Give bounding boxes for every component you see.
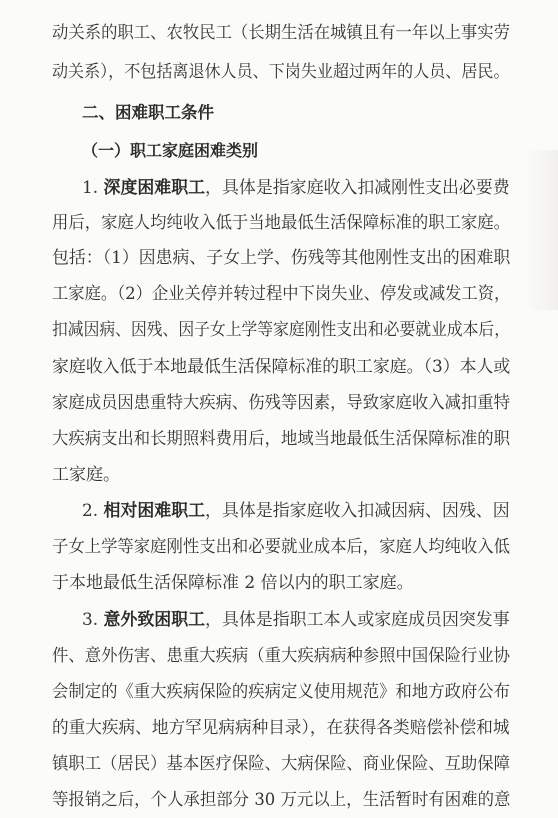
body-text-line: 扣减因病、因残、因子女上学等家庭刚性支出和必要就业成本后， bbox=[52, 320, 510, 341]
body-text-line: 用后，家庭人均纯收入低于当地最低生活保障标准的职工家庭。 bbox=[52, 212, 510, 233]
item-term: 意外致困职工 bbox=[103, 609, 206, 630]
item-number: 1. bbox=[82, 177, 104, 198]
body-text-line: 家庭收入低于本地最低生活保障标准的职工家庭。（3）本人或 bbox=[52, 356, 511, 377]
item-3-line bbox=[82, 610, 510, 630]
body-text-line: 动关系），不包括离退休人员、下岗失业超过两年的人员、居民。 bbox=[52, 61, 510, 82]
stamp-watermark bbox=[524, 150, 558, 310]
body-text-line: 大疾病支出和长期照料费用后，地域当地最低生活保障标准的职 bbox=[52, 428, 510, 449]
body-text-line: 家庭成员因患重特大疾病、伤残等因素，导致家庭收入减扣重特 bbox=[52, 392, 510, 413]
body-text-line: 会制定的《重大疾病保险的疾病定义使用规范》和地方政府公布 bbox=[52, 681, 510, 702]
body-text-line: 工家庭。（2）企业关停并转过程中下岗失业、停发或减发工资， bbox=[52, 284, 511, 305]
body-text-line: 子女上学等家庭刚性支出和必要就业成本后，家庭人均纯收入低 bbox=[52, 537, 510, 558]
body-text-line: 镇职工（居民）基本医疗保险、大病保险、商业保险、互助保障 bbox=[52, 754, 510, 775]
item-2-line bbox=[82, 501, 510, 521]
body-text-line: 等报销之后，个人承担部分 30 万元以上，生活暂时有困难的意 bbox=[52, 790, 511, 810]
subsection-heading: （一）职工家庭困难类别 bbox=[82, 140, 259, 160]
item-number: 2. bbox=[82, 501, 104, 522]
section-heading: 二、困难职工条件 bbox=[82, 103, 214, 123]
item-text: ，具体是指家庭收入扣减因病、因残、因 bbox=[205, 501, 510, 522]
body-text-line: 动关系的职工、农牧民工（长期生活在城镇且有一年以上事实劳 bbox=[52, 23, 510, 43]
item-text: ，具体是指家庭收入扣减刚性支出必要费 bbox=[205, 177, 510, 198]
body-text-line: 于本地最低生活保障标准 2 倍以内的职工家庭。 bbox=[52, 573, 414, 593]
item-term: 相对困难职工 bbox=[103, 501, 206, 522]
item-term: 深度困难职工 bbox=[103, 177, 206, 198]
item-number: 3. bbox=[82, 609, 104, 630]
body-text-line: 的重大疾病、地方罕见病病种目录），在获得各类赔偿补偿和城 bbox=[52, 718, 510, 739]
body-text-line: 包括：（1）因患病、子女上学、伤残等其他刚性支出的困难职 bbox=[52, 248, 511, 269]
body-text-line: 件、意外伤害、患重大疾病（重大疾病病种参照中国保险行业协 bbox=[52, 645, 510, 666]
body-text-line: 工家庭。 bbox=[52, 464, 120, 485]
item-1-line bbox=[82, 178, 510, 198]
item-text: ，具体是指职工本人或家庭成员因突发事 bbox=[205, 609, 510, 630]
